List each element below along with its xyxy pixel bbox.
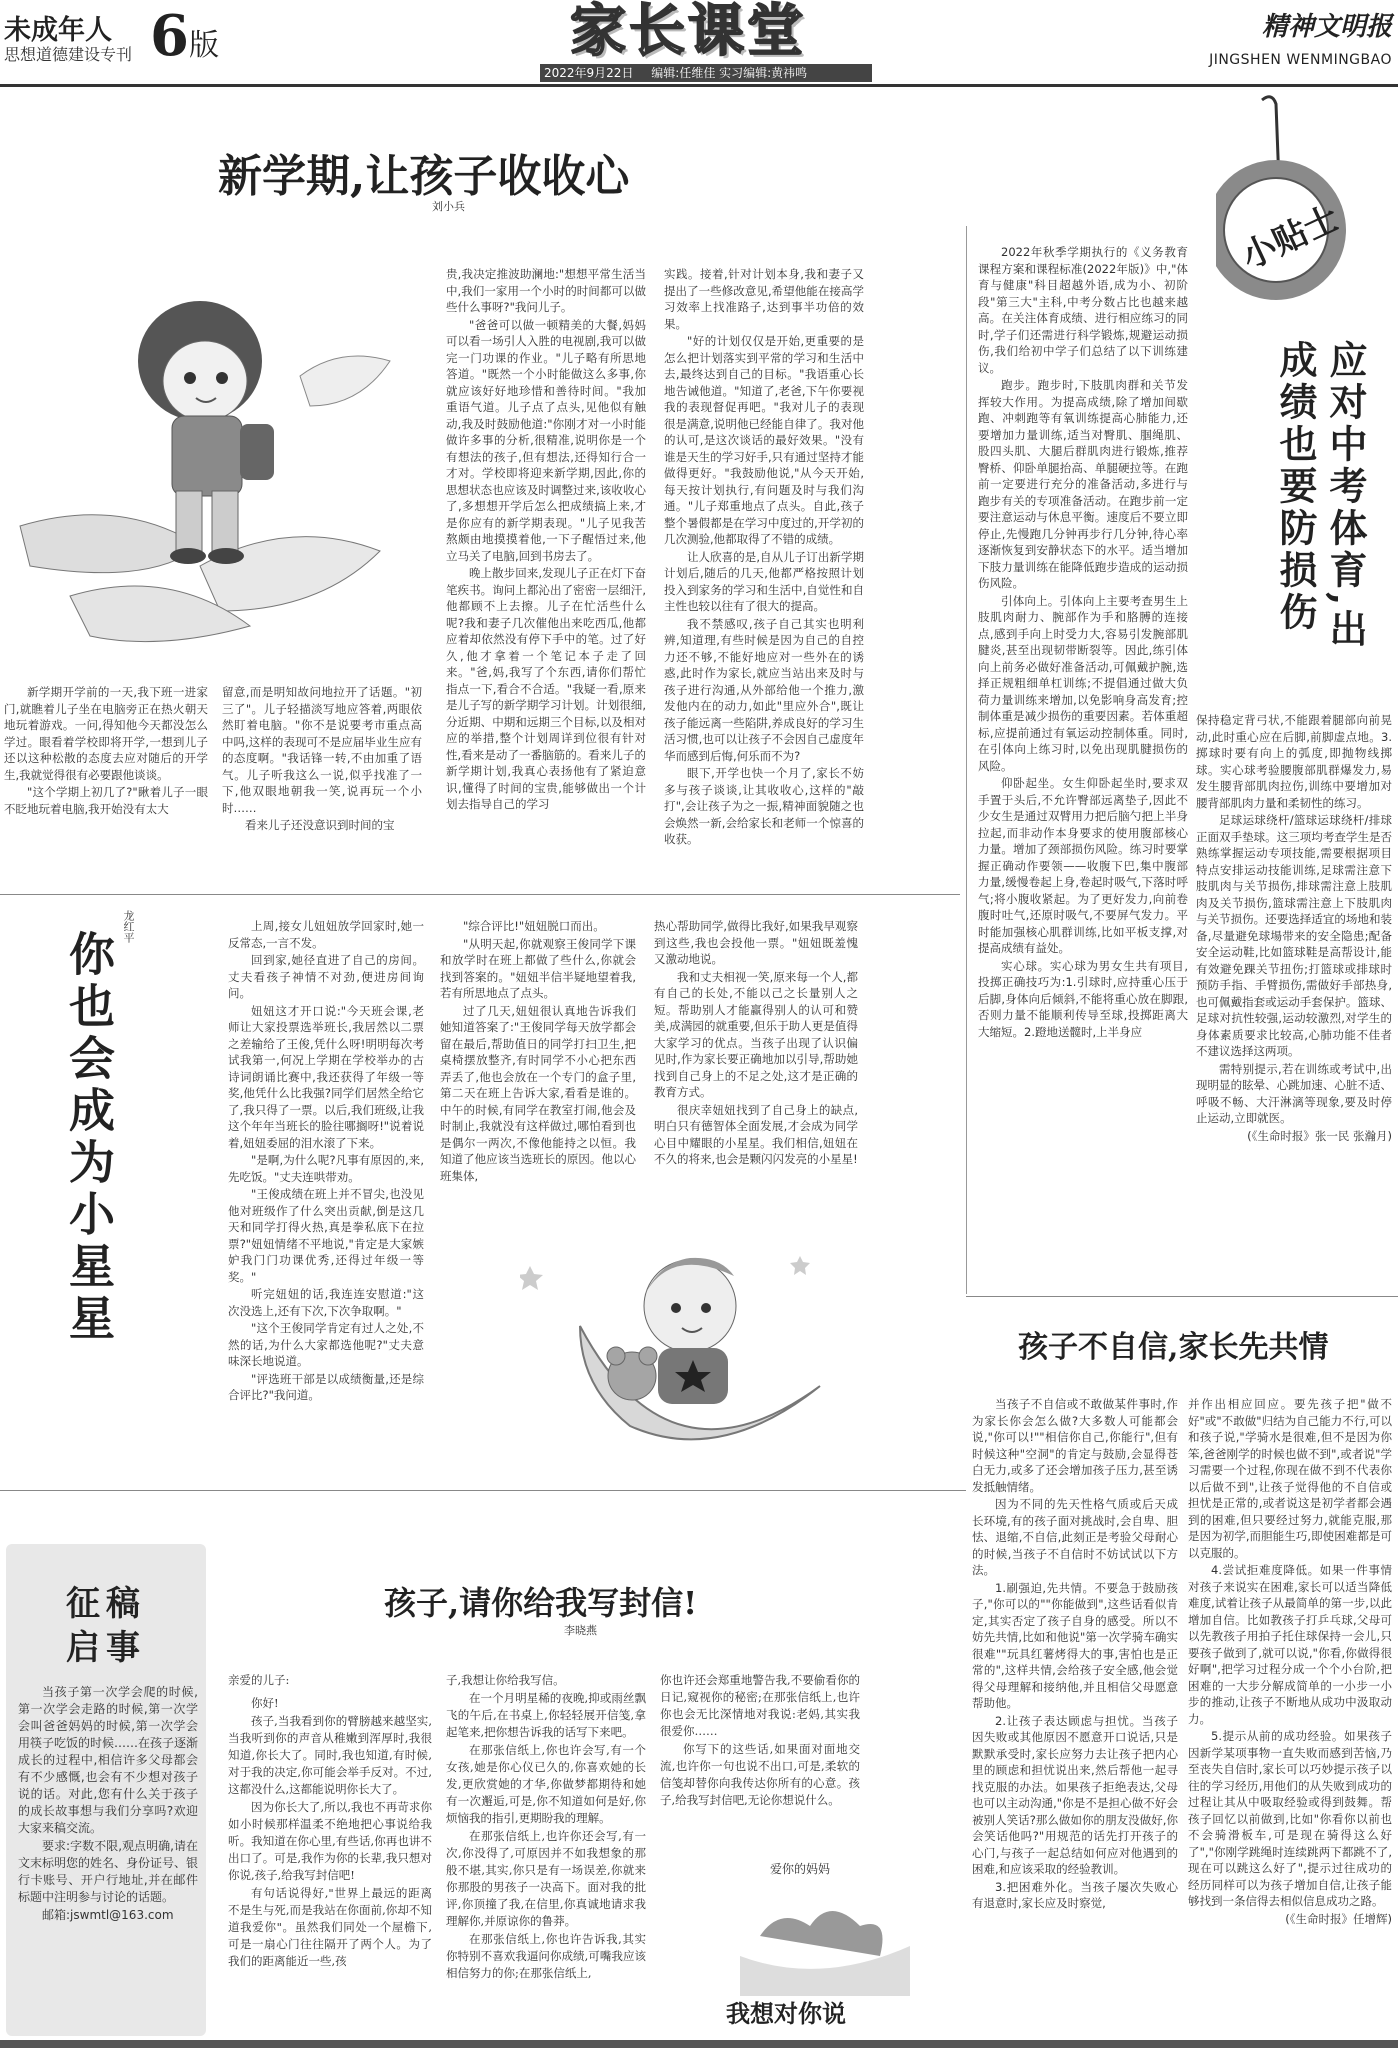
article2-col3-p1: 热心帮助同学,做得比我好,如果我早观察到这些,我也会投他一票。"妞妞既羞愧又激动地说。 <box>654 919 858 966</box>
article2-col2-p3: 过了几天,妞妞很认真地告诉我们她知道答案了:"王俊同学每天放学都会留在最后,帮助值日的同学打扫卫生,把桌椅摆放整齐,有时同学不小心把东西弄丢了,他也会放在一个专门的盒子里,第二天在班上告诉大家,看看是谁的。中午的时候,有同学在教室打闹,他会及时制止,我就没有这样做过,哪怕看到也是偶尔一两次,不像他能持之以恒。我知道了他应该当选班长的原因。他以心班集体, <box>440 1003 636 1183</box>
article4-col2-p2: 4.尝试拒难度降低。如果一件事情对孩子来说实在困难,家长可以适当降低难度,试着让孩子从最简单的第一步,以此增加自信。比如教孩子打乒乓球,父母可以先教孩子用拍子托住球保持一会儿,只要孩子做到了,就可以说,"你看,你做得很好啊",把学习过程分成一个个小台阶,把困难的一大步分解成简单的一小步一小步的推动,让孩子不断地从成功中汲取动力。 <box>1188 1563 1392 1726</box>
article5-col2-p3: 在那张信纸上,你也许会写,有一个女孩,她是你心仪已久的,你喜欢她的长发,更欣赏她的才华,你做梦都期待和她有一次邂逅,可是,你不知道如何是好,你烦恼我的指引,更期盼我的理解。 <box>446 1743 646 1825</box>
article4-col2 <box>1188 1396 1392 2034</box>
section-subtitle: 思想道德建设专刊 <box>4 45 133 64</box>
page-number-unit: 版 <box>188 28 219 63</box>
article5-author: 李晓燕 <box>564 1624 597 1637</box>
article2-col1 <box>228 918 424 1464</box>
article1-col1-p1: 新学期开学前的一天,我下班一进家门,就瞧着儿子坐在电脑旁正在热火朝天地玩着游戏。一问,得知他今天都没怎么学过。眼看着学校即将开学,一想到儿子还以这种松散的态度去应对随后的开学生,我就觉得很有必要跟他谈谈。 <box>4 685 208 782</box>
article4-col1-p4: 2.让孩子表达顾虑与担忧。当孩子因失败或其他原因不愿意开口说话,只是默默承受时,家长应努力去让孩子把内心里的顾虑和担忧说出来,然后帮他一起寻找克服的办法。如果孩子拒绝表达,父母也可以主动沟通,"你是不是担心做不好会被别人笑话?那么做如你的朋友没做好,你会笑话他吗?"用规范的话先打开孩子的心门,与孩子一起总结如何应对他遇到的困难,和应该采取的经验教训。 <box>972 1713 1178 1876</box>
article1-col4-p4: 我不禁感叹,孩子自己其实也明利辨,知道理,有些时候是因为自己的自控力还不够,不能好地应对一些外在的诱惑,此时作为家长,就应当站出来及时与孩子进行沟通,从外部给他一个推力,激发他内在的动力,如此"里应外合",既让孩子能远离一些陷阱,养成良好的学习生活习惯,也可以让孩子不会因自己虚度年华而感到后悔,何乐而不为? <box>664 616 864 763</box>
article5-col2-p2: 在一个月明星稀的夜晚,抑或雨丝飘飞的午后,在书桌上,你轻轻展开信笺,拿起笔来,把你想告诉我的话写下来吧。 <box>446 1691 646 1739</box>
article4-col2-p3: 5.提示从前的成功经验。如果孩子因新学某项事物一直失败而感到苦恼,乃至丧失自信时,家长可以巧妙提示孩子以往的学习经历,用他们的从失败到成功的过程让其从中吸取经验或得到鼓舞。帮孩子回忆以前做到,比如"你看你以前也不会骑滑板车,可是现在骑得这么好了","你刚学跳绳时连续跳两下都跳不了,现在可以跳这么好了",提示过往成功的经历同样可以为孩子增加自信,让孩子能够找到一条信得去相似信息成功之路。 <box>1188 1729 1392 1908</box>
issue-date: 2022年9月22日 <box>544 66 634 80</box>
article3-col1-p5: 实心球。实心球为男女生共有项目,投掷正确技巧为:1.引球时,应持重心压于后脚,身体向后倾斜,不能将重心放在脚跟,否则力量不能顺利传导至球,投掷距离大大缩短。2.蹬地送髋时,上半身应 <box>978 958 1188 1039</box>
article2-col1-p1: 上周,接女儿妞妞放学回家时,她一反常态,一言不发。 <box>228 919 424 950</box>
article2-col2-p2: "从明天起,你就观察王俊同学下课和放学时在班上都做了些什么,你就会找到答案的。"妞妞半信半疑地望着我,若有所思地点了点头。 <box>440 936 636 1000</box>
article5-col1 <box>228 1672 432 2036</box>
article5-col2-p5: 在那张信纸上,你也许告诉我,其实你特别不喜欢我逼问你成绩,可嘴我应该相信努力的你;在那张信纸上, <box>446 1932 646 1980</box>
article2-col1-p2: 回到家,她径直进了自己的房间。丈夫看孩子神情不对劲,便进房间询问。 <box>228 953 424 1000</box>
date-bar <box>540 64 872 82</box>
article3-col1 <box>978 244 1188 1264</box>
article1-col4-p2: "好的计划仅仅是开始,更重要的是怎么把计划落实到平常的学习和生活中去,最终达到自己的目标。"我语重心长地告诫他道。"知道了,老爸,下午你要视我的表现督促再吧。"我对儿子的表现很是满意,说明他已经能自律了。我对他的认可,是这次谈话的最好效果。"没有谁是天生的学习好手,只有通过坚持才能做得更好。"我鼓励他说,"从今天开始,每天按计划执行,有问题及时与我们沟通。"儿子郑重地点了点头。自此,孩子整个暑假都是在学习中度过的,开学初的几次测验,他都取得了不错的成绩。 <box>664 334 864 546</box>
article3-col2-p1: 保持稳定背弓状,不能跟着腿部向前晃动,此时重心应在后脚,前脚虚点地。3.掷球时要有向上的弧度,即抛物线掷球。实心球考验腰腹部肌群爆发力,易发生腰背部肌肉拉伤,训练中要增加对腰背部肌肉力量和柔韧性的练习。 <box>1196 713 1392 810</box>
article3-col1-p1: 2022年秋季学期执行的《义务教育课程方案和课程标准(2022年版)》中,"体育与健康"科目超越外语,成为小、初阶段"第三大"主科,中考分数占比也越来越高。在关注体育成绩、进行相应练习的同时,学子们还需进行科学锻炼,规避运动损伤,我们给初中学子们总结了以下训练建议。 <box>978 245 1188 375</box>
call-for-papers-requirements: 要求:字数不限,观点明确,请在文末标明您的姓名、身份证号、银行卡账号、开户行地址,并在邮件标题中注明参与讨论的话题。 <box>18 1839 198 1904</box>
article3-bottom-rule <box>966 1296 1398 1297</box>
page-number <box>150 4 219 78</box>
article3-col2-p2: 足球运球绕杆/篮球运球绕杆/排球正面双手垫球。这三项均考查学生是否熟练掌握运动专项技能,需要根据项目特点安排运动技能训练,足球需注意下肢肌肉与关节损伤,排球需注意上肢肌肉及关节损伤,篮球需注意上下肢肌肉与关节损伤。还要选择适宜的场地和装备,尽量避免球場带来的安全隐患;配备安全运动鞋,比如篮球鞋是高帮设计,能有效避免踝关节扭伤;打篮球或排球时预防手指、手臂损伤,需做好手部热身,也可佩戴指套或运动手套保护。篮球、足球对抗性较强,运动较激烈,对学生的身体素质要求比较高,心肺功能不佳者不建议选择这两项。 <box>1196 813 1392 1058</box>
footer-rule <box>0 2040 1398 2048</box>
article3-col2-p3: 需特别提示,若在训练或考试中,出现明显的眩晕、心跳加速、心脏不适、呼吸不畅、大汗淋漓等现象,要及时停止运动,立即就医。 <box>1196 1061 1392 1125</box>
article4-col1-p3: 1.刷强迫,先共情。不要急于鼓励孩子,"你可以的""你能做到",这些话看似肯定,其实否定了孩子自身的感受。所以不妨先共情,比如和他说"第一次学骑车确实很难""玩具红薯烤得大的事,害怕也是正常的",这样共情,会给孩子安全感,他会觉得父母理解和接纳他,并且相信父母愿意帮助他。 <box>972 1580 1178 1710</box>
article4-col1 <box>972 1396 1178 2034</box>
article3-col2 <box>1196 712 1392 1264</box>
paper-name-cn: 精神文明报 <box>1261 12 1392 42</box>
call-for-papers-body: 当孩子第一次学会爬的时候,第一次学会走路的时候,第一次学会叫爸爸妈妈的时候,第一次学会用筷子吃饭的时候……在孩子逐渐成长的过程中,相信许多父母都会有不少感慨,也会有不少想对孩子说的话。对此,您有什么关于孩子的成长故事想与我们分享吗?欢迎大家来稿交流。 <box>18 1685 198 1835</box>
article5-col3-p1: 你也许还会郑重地警告我,不要偷看你的日记,窥视你的秘密;在那张信纸上,也许你也会无比深情地对我说:老妈,其实我很爱你…… <box>660 1673 860 1738</box>
editors: 编辑:任维佳 实习编辑:黄祎鸣 <box>651 66 808 80</box>
article1-bottom-rule <box>0 894 960 895</box>
article5-signature: 爱你的妈妈 <box>770 1862 831 1876</box>
article1-col3 <box>446 266 646 884</box>
article3-col1-p2: 跑步。跑步时,下肢肌肉群和关节发挥较大作用。为提高成绩,除了增加间歇跑、冲刺跑等有氧训练提高心肺能力,还要增加力量训练,适当对臀肌、腘绳肌、股四头肌、大腿后群肌肉进行锻炼,推荐臀桥、仰卧单腿抬高、单腿硬拉等。在跑前一定要进行充分的准备活动,多进行与跑步有关的专项准备活动。在跑步前一定要注意运动与休息平衡。速度后不要立即停止,先慢跑几分钟再步行几分钟,待心率逐渐恢复到安静状态下的水平。适当增加下肢力量训练在能降低跑步造成的运动损伤风险。 <box>978 378 1188 590</box>
article5-col2-p1: 子,我想让你给我写信。 <box>446 1673 565 1687</box>
article3-col2-p4: (《生命时报》张一民 张瀚月) <box>1247 1128 1392 1143</box>
article1-col4-p5: 眼下,开学也快一个月了,家长不妨多与孩子谈谈,让其收收心,这样的"敲打",会让孩子为之一振,精神面貌随之也会焕然一新,会给家长和老师一个惊喜的收获。 <box>664 766 864 846</box>
article2-col1-p8: "评选班干部是以成绩衡量,还是综合评比?"我问道。 <box>228 1371 424 1402</box>
article1-col2-p2: 看来儿子还没意识到时间的宝 <box>245 818 395 832</box>
right-column-divider <box>966 226 967 1294</box>
article1-title: 新学期,让孩子收收心 <box>218 151 630 202</box>
article3-title: 应对中考体育,出成绩也要防损伤 <box>1273 340 1368 652</box>
call-for-papers-text <box>18 1684 198 2024</box>
lower-section-rule <box>0 1490 966 1491</box>
article2-col1-p5: "王俊成绩在班上并不冒尖,也没见他对班级作了什么突出贡献,倒是这几天和同学打得火热,真是拳私底下在拉票?"妞妞情绪不平地说,"肯定是大家嫉妒我门门功课优秀,还得过年级一等奖。" <box>228 1187 424 1284</box>
article5-col2-p4: 在那张信纸上,也许你还会写,有一次,你没得了,可原因并不如我想象的那般不堪,其实,你只是有一场误差,你就来你那股的男孩子一决高下。面对我的批评,你顶撞了我,在信里,你真诚地请求我理解你,并原谅你的鲁莽。 <box>446 1829 646 1928</box>
call-for-papers-title-2: 启事 <box>66 1628 146 1668</box>
article4-col1-p5: 3.把困难外化。当孩子屡次失败心有退意时,家长应及时察觉, <box>972 1879 1178 1910</box>
article1-col3-p3: 晚上散步回来,发现儿子正在灯下奋笔疾书。询问上都沁出了密密一层细汗,他都顾不上去擦。儿子在忙活些什么呢?我和妻子几次催他出来吃西瓜,他都应着却依然没有停下手中的笔。过了好久,他才拿着一个笔记本子走了回来。"爸,妈,我写了个东西,请你们帮忙指点一下,看合不合适。"我疑一看,原来是儿子写的新学期学习计划。计划很细,分近期、中期和远期三个目标,以及相对应的举措,整个计划周详到位很有针对性,看来是动了一番脑筋的。看来儿子的新学期计划,我真心表扬他有了紧迫意识,懂得了时间的宝贵,能够做出一个计划去指导自己的学习 <box>446 566 646 811</box>
tip-badge: 小贴士 <box>1235 197 1346 278</box>
article2-col1-p6: 听完妞妞的话,我连连安慰道:"这次没选上,还有下次,下次争取啊。" <box>228 1287 424 1318</box>
article5-col1-p2: 孩子,当我看到你的臂膀越来越坚实,当我听到你的声音从稚嫩到浑厚时,我很知道,你长大了。同时,我也知道,有时候,对于我的决定,你可能会举手反对。不过,这都没什么,这都能说明你长大了。 <box>228 1714 432 1796</box>
article2-col3-p3: 很庆幸妞妞找到了自己身上的缺点,明白只有德智体全面发展,才会成为同学心目中耀眼的小星星。我们相信,妞妞在不久的将来,也会是颗闪闪发亮的小星星! <box>654 1102 858 1166</box>
article4-col2-p4: (《生命时报》任增辉) <box>1285 1911 1392 1926</box>
boy-reading-illustration <box>0 266 420 666</box>
article4-title: 孩子不自信,家长先共情 <box>1018 1330 1329 1365</box>
page-number-digit: 6 <box>150 3 189 69</box>
article1-col2-p1: 留意,而是明知故问地拉开了话题。"初三了"。儿子轻描淡写地应答着,两眼依然盯着电脑。"你不是说要考市重点高中吗,这样的表现可不是应届毕业生应有的态度啊。"我话锋一转,不由加重了语气。儿子听我这么一说,似乎找准了一下,他双眼地朝我一笑,说再玩一个小时…… <box>222 685 422 815</box>
article5-title: 孩子,请你给我写封信! <box>384 1584 698 1622</box>
letter-badge: 我想对你说 <box>726 1999 846 2028</box>
call-for-papers-email <box>18 1907 198 1924</box>
article2-title: 你也会成为小星星 <box>62 930 116 1346</box>
article3-col1-p4: 仰卧起坐。女生仰卧起坐时,要求双手置于头后,不允许臀部远离垫子,因此不少女生是通过双臂用力把后脑勺把上半身拉起,而非动作本身要求的使用腹部核心力量。增加了颈部损伤风险。练习时要掌握正确动作要领——收腹下巴,集中腹部力量,缓慢卷起上身,卷起时吸气,下落时呼气;将小腹收紧起。为了更好发力,向前卷腹时吐气,还原时吸气,不要屏气发力。平时能加强核心肌群训练,比如平板支撑,对提高成绩有益处。 <box>978 776 1188 955</box>
masthead-rule <box>0 84 1398 87</box>
article1-col3-p2: "爸爸可以做一顿精美的大餐,妈妈可以看一场引人入胜的电视剧,我可以做完一门功课的作业。"儿子略有所思地答道。"既然一个小时能做这么多事,你就应该好好地珍惜和善待时间。"我加重语气道。儿子点了点头,见他似有触动,我及时鼓励他道:"你刚才对一小时能做许多事的分析,很精准,说明你是一个有想法的孩子,但有想法,还得知行合一才对。学校即将迎来新学期,因此,你的思想状态也应该及时调整过来,该收收心了,多想想开学后怎么把成绩搞上来,才是你应有的新学期表现。"儿子见我苦熬颇由地摸摸着他,一下子醒悟过来,他立马关了电脑,回到书房去了。 <box>446 317 646 563</box>
article1-col3-p1: 贵,我决定推波助澜地:"想想平常生活当中,我们一家用一个小时的时间都可以做些什么事呀?"我问儿子。 <box>446 267 646 314</box>
article5-col1-p1: 你好! <box>251 1696 279 1710</box>
article2-col2-p1: "综合评比!"妞妞脱口而出。 <box>463 919 605 933</box>
article3-col1-p3: 引体向上。引体向上主要考查男生上肢肌肉耐力、腕部作为手和胳膊的连接点,感到手向上时受力大,容易引发腕部肌腱炎,甚至出现韧带断裂等。因此,练引体向上前务必做好准备活动,可佩戴护腕,选择正规粗细单杠训练;不提倡通过做大负荷力量训练来增加,以免影响身高发育;控制体重是减少损伤的重要因素。若体重超标,应提前通过有氧运动控制体重。同时,在引体向上练习时,以免出现肌腱损伤的风险。 <box>978 593 1188 773</box>
article1-col1-p2: "这个学期上初几了?"瞅着儿子一眼不眨地玩着电脑,我开始没有太大 <box>4 785 208 816</box>
article2-col1-p7: "这个王俊同学肯定有过人之处,不然的话,为什么大家都选他呢?"丈夫意味深长地说道。 <box>228 1321 424 1368</box>
article2-author: 龙红平 <box>122 910 135 943</box>
article2-col1-p3: 妞妞这才开口说:"今天班会课,老师让大家投票选举班长,我居然以二票之差输给了王俊,凭什么呀!明明每次考试我第一,何况上学期在学校举办的古诗词朗诵比赛中,我还获得了年级一等奖,他凭什么比我强?同学们居然全给它了,我只得了一票。以后,我们班级,让我这个年年当班长的脸往哪搁呀!"说着说着,妞妞委屈的泪水滚了下来。 <box>228 1003 424 1150</box>
column-name: 家长课堂 <box>570 0 806 64</box>
child-on-moon-illustration <box>520 1236 840 1472</box>
article2-col2 <box>440 918 636 1228</box>
email-label: 邮箱: <box>42 1908 71 1922</box>
article2-col1-p4: "是啊,为什么呢?凡事有原因的,来,先吃饭。"丈夫连哄带劝。 <box>228 1153 424 1184</box>
article1-col4 <box>664 266 864 884</box>
article5-col1-p4: 有句话说得好,"世界上最远的距离不是生与死,而是我站在你面前,你却不知道我爱你"。虽然我们同处一个屋檐下,可是一扇心门往往隔开了两个人。为了我们的距离能近一些,孩 <box>228 1886 432 1968</box>
article1-col1 <box>4 684 208 884</box>
article1-col4-p3: 让人欣喜的是,自从儿子订出新学期计划后,随后的几天,他都严格按照计划投入到家务的学习和生活中,自觉性和自主性也较以往有了很大的提高。 <box>664 549 864 613</box>
letter-badge-illustration <box>720 1896 920 2006</box>
tip-tag-illustration <box>1216 90 1398 300</box>
article2-col3-p2: 我和丈夫相视一笑,原来每一个人,都有自己的长处,不能以己之长量别人之短。帮助别人才能赢得别人的认可和赞美,成满园的就重要,但乐于助人更是值得大家学习的优点。当孩子出现了认识偏见时,作为家长要正确地加以引导,帮助她找到自己身上的不足之处,这才是正确的教育方式。 <box>654 969 858 1099</box>
article5-salutation: 亲爱的儿子: <box>228 1673 290 1687</box>
section-title: 未成年人 <box>4 15 112 46</box>
article1-col2 <box>222 684 422 884</box>
article5-col2 <box>446 1672 646 2036</box>
article5-col3-p2: 你写下的这些话,如果面对面地交流,也许你一句也说不出口,可是,柔软的信笺却替你向我传达你所有的心意。孩子,给我写封信吧,无论你想说什么。 <box>660 1742 860 1807</box>
article1-col4-p1: 实践。接着,针对计划本身,我和妻子又提出了一些修改意见,希望他能在接高学习效率上找准路子,达到事半功倍的效果。 <box>664 267 864 331</box>
paper-name-en: JINGSHEN WENMINGBAO <box>1209 52 1392 68</box>
article4-col1-p1: 当孩子不自信或不敢做某件事时,作为家长你会怎么做?大多数人可能都会说,"你可以!""相信你自己,你能行",但有时候这种"空洞"的肯定与鼓励,会显得苍白无力,或多了还会增加孩子压力,甚至诱发抵触情绪。 <box>972 1397 1178 1494</box>
article1-author: 刘小兵 <box>432 200 465 213</box>
article4-col1-p2: 因为不同的先天性格气质或后天成长环境,有的孩子面对挑战时,会自卑、胆怯、退缩,不自信,此刻正是考验父母耐心的时候,当孩子不自信时不妨试试以下方法。 <box>972 1497 1178 1577</box>
article2-col3 <box>654 918 858 1228</box>
article4-col2-p1: 并作出相应回应。要先孩子把"做不好"或"不敢做"归结为自己能力不行,可以和孩子说,"学骑水是很难,但不是因为你笨,爸爸刚学的时候也做不到",或者说"学习需要一个过程,你现在做不到不代表你以后做不到",让孩子觉得他的不自信或担忧是正常的,或者说这是初学者都会遇到的困难,但只要经过努力,就能克服,那是因为初学,而胆能生巧,即使困难都是可以克服的。 <box>1188 1397 1392 1560</box>
article5-col3 <box>660 1672 860 1842</box>
call-for-papers-title-1: 征稿 <box>66 1584 146 1624</box>
article5-col1-p3: 因为你长大了,所以,我也不再苛求你如小时候那样温柔不绝地把心事说给我听。我知道在你心里,有些话,你再也讲不出口了。可是,我作为你的长辈,我只想对你说,孩子,给我写封信吧! <box>228 1800 432 1882</box>
email-link[interactable]: jswmtl@163.com <box>70 1908 174 1922</box>
